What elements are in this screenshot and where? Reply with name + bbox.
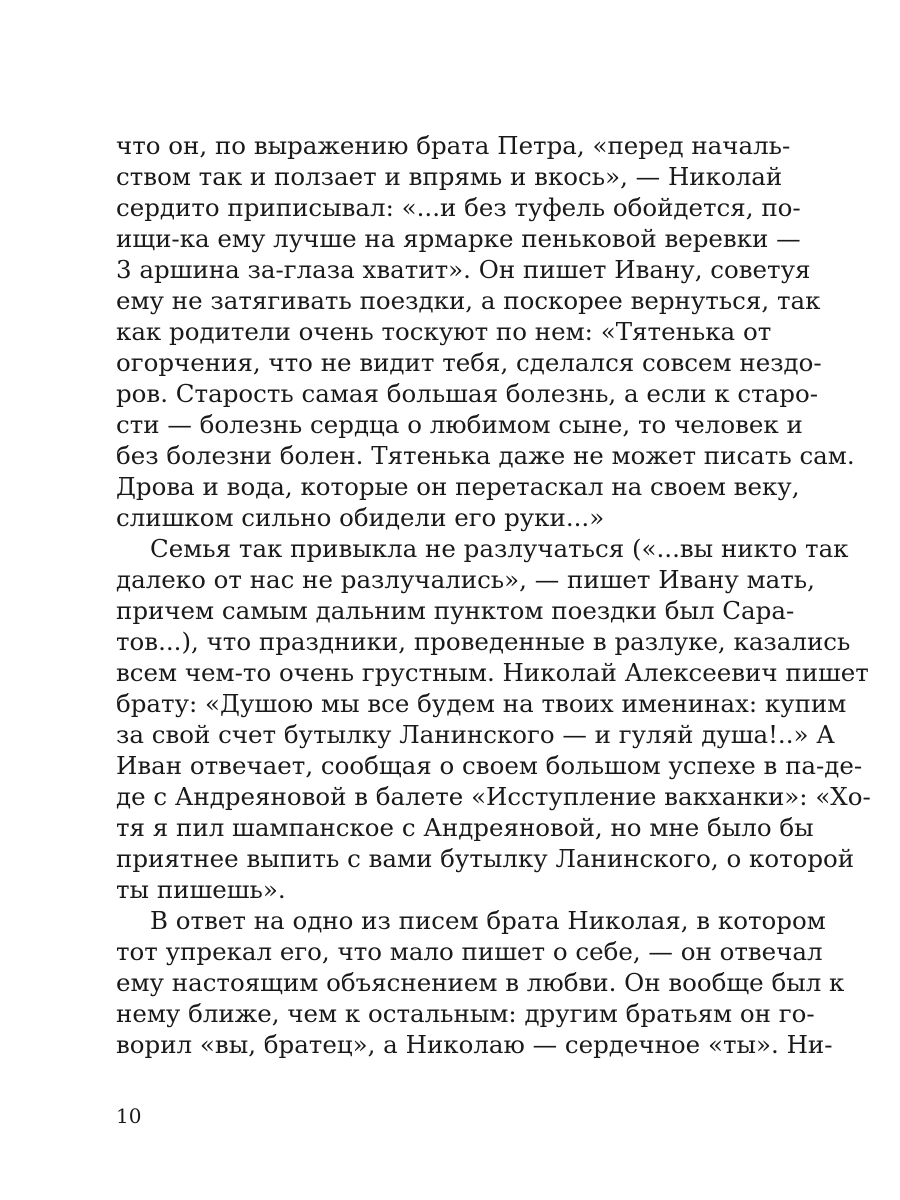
- text-line: Семья так привыкла не разлучаться («...вы никто так: [150, 534, 849, 563]
- text-line: сердито приписывал: «...и без туфель обойдется, по-: [116, 193, 801, 222]
- text-line: без болезни болен. Тятенька даже не может писать сам.: [116, 441, 855, 470]
- text-line: всем чем-то очень грустным. Николай Алексеевич пишет: [116, 658, 869, 687]
- text-line: огорчения, что не видит тебя, сделался совсем нездо-: [116, 348, 822, 377]
- text-line: слишком сильно обидели его руки...»: [116, 503, 605, 532]
- text-line: ров. Старость самая большая болезнь, а если к старо-: [116, 379, 818, 408]
- text-line: за свой счет бутылку Ланинского — и гуляй душа!..» А: [116, 720, 835, 749]
- text-line: В ответ на одно из писем брата Николая, в котором: [150, 906, 826, 935]
- text-line: Иван отвечает, сообщая о своем большом успехе в па-де-: [116, 751, 863, 780]
- paragraph: [116, 905, 845, 1060]
- text-line: нему ближе, чем к остальным: другим братьям он го-: [116, 999, 815, 1028]
- text-line: далеко от нас не разлучались», — пишет Ивану мать,: [116, 565, 815, 594]
- text-line: сти — болезнь сердца о любимом сыне, то человек и: [116, 410, 803, 439]
- text-line: ищи-ка ему лучше на ярмарке пеньковой веревки —: [116, 224, 801, 253]
- paragraph: [116, 130, 855, 533]
- text-line: 3 аршина за-глаза хватит». Он пишет Ивану, советуя: [116, 255, 811, 284]
- text-line: брату: «Душою мы все будем на твоих именинах: купим: [116, 689, 847, 718]
- paragraph: [116, 533, 871, 905]
- text-line: де с Андреяновой в балете «Исступление вакханки»: «Хо-: [116, 782, 871, 811]
- page-number: 10: [116, 1104, 142, 1128]
- text-line: как родители очень тоскуют по нем: «Тятенька от: [116, 317, 772, 346]
- text-line: Дрова и вода, которые он перетаскал на своем веку,: [116, 472, 800, 501]
- text-line: тя я пил шампанское с Андреяновой, но мне было бы: [116, 813, 814, 842]
- text-line: приятнее выпить с вами бутылку Ланинского, о которой: [116, 844, 855, 873]
- text-line: ему не затягивать поездки, а поскорее вернуться, так: [116, 286, 821, 315]
- text-line: ворил «вы, братец», а Николаю — сердечное «ты». Ни-: [116, 1030, 833, 1059]
- text-line: ты пишешь».: [116, 875, 286, 904]
- text-line: тов...), что праздники, проведенные в разлуке, казались: [116, 627, 851, 656]
- text-line: тот упрекал его, что мало пишет о себе, — он отвечал: [116, 937, 823, 966]
- text-line: ему настоящим объяснением в любви. Он вообще был к: [116, 968, 845, 997]
- text-line: что он, по выражению брата Петра, «перед началь-: [116, 131, 791, 160]
- body-text: [116, 130, 871, 1060]
- text-line: ством так и ползает и впрямь и вкось», — Николай: [116, 162, 783, 191]
- text-line: причем самым дальним пунктом поездки был Сара-: [116, 596, 795, 625]
